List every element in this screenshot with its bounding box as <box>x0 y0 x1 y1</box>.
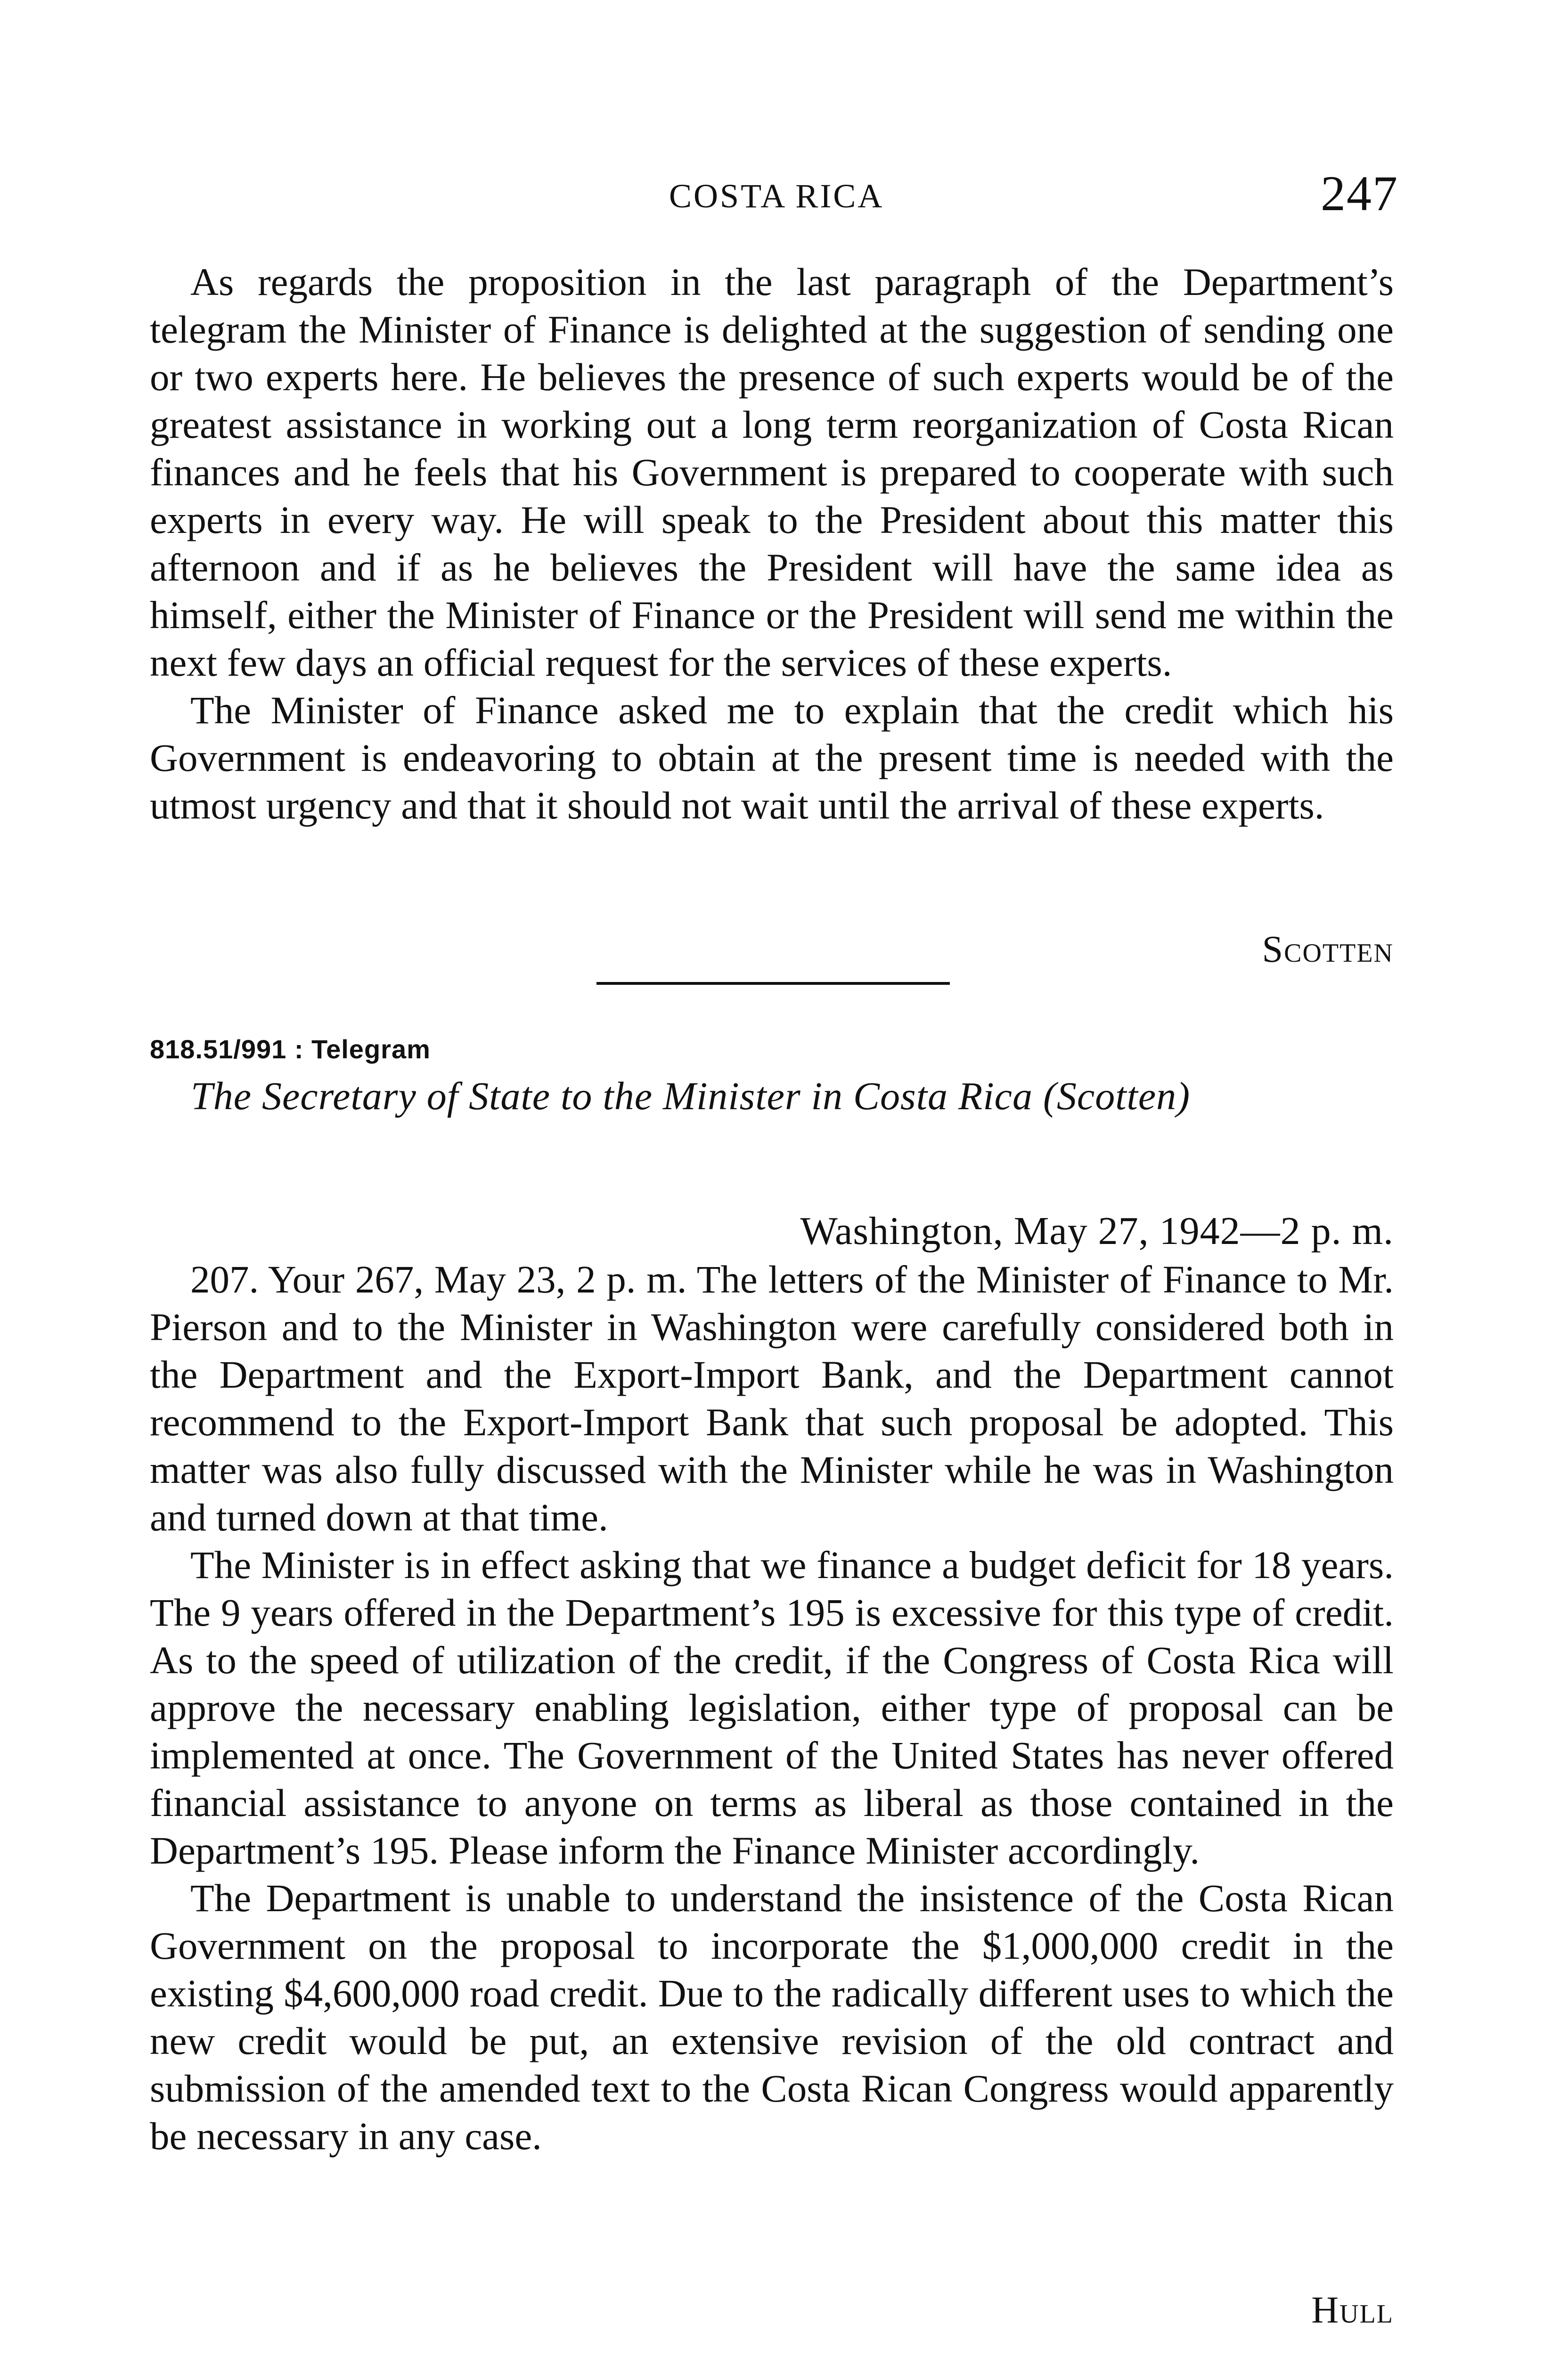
paragraph-letters-considered: 207. Your 267, May 23, 2 p. m. The letters of the Minister of Finance to Mr. Pierson and to the Minister in Washington were carefully considered both in the Department and the Export-Import Bank, and the Department cannot recommend to the Export-Import Bank that such proposal be adopted. This matter was also fully discussed with the Minister while he was in Washington and turned down at that time. <box>150 1258 1394 1539</box>
document-heading: The Secretary of State to the Minister in Costa Rica (Scotten) <box>191 1074 1191 1118</box>
signature-scotten: Scotten <box>1262 929 1394 970</box>
running-head <box>0 0 1568 245</box>
file-reference: 818.51/991 : Telegram <box>150 1034 431 1064</box>
paragraph-road-credit: The Department is unable to understand the insistence of the Costa Rican Government on the proposal to incorporate the $1,000,000 credit in the existing $4,600,000 road credit. Due to the radically different uses to which the new credit would be put, an extensive revision of the old contract and submission of the amended text to the Costa Rican Congress would apparently be necessary in any case. <box>150 1876 1394 2158</box>
section-divider <box>596 982 950 985</box>
page-number: 247 <box>1321 166 1398 221</box>
signature-hull: Hull <box>1311 2290 1394 2331</box>
second-message-body <box>150 1256 1394 2160</box>
first-message-body <box>150 258 1394 829</box>
paragraph-credit-urgency: The Minister of Finance asked me to explain that the credit which his Government is endeavoring to obtain at the present time is needed with the utmost urgency and that it should not wait until the arrival of these experts. <box>150 688 1394 827</box>
paragraph-minister-finance-experts: As regards the proposition in the last paragraph of the Department’s telegram the Minister of Finance is delighted at the suggestion of sending one or two experts here. He believes the presence of such experts would be of the greatest assistance in working out a long term reorganization of Costa Rican finances and he feels that his Government is prepared to cooperate with such experts in every way. He will speak to the President about this matter this afternoon and if as he believes the President will have the same idea as himself, either the Minister of Finance or the President will send me within the next few days an official request for the services of these experts. <box>150 260 1394 684</box>
dateline: Washington, May 27, 1942—2 p. m. <box>800 1209 1394 1253</box>
running-title: COSTA RICA <box>669 177 884 215</box>
paragraph-budget-deficit: The Minister is in effect asking that we finance a budget deficit for 18 years. The 9 years offered in the Department’s 195 is excessive for this type of credit. As to the speed of utilization of the credit, if the Congress of Costa Rica will approve the necessary enabling legislation, either type of proposal can be implemented at once. The Government of the United States has never offered financial assistance to anyone on terms as liberal as those contained in the Department’s 195. Please inform the Finance Minister accordingly. <box>150 1543 1394 1872</box>
